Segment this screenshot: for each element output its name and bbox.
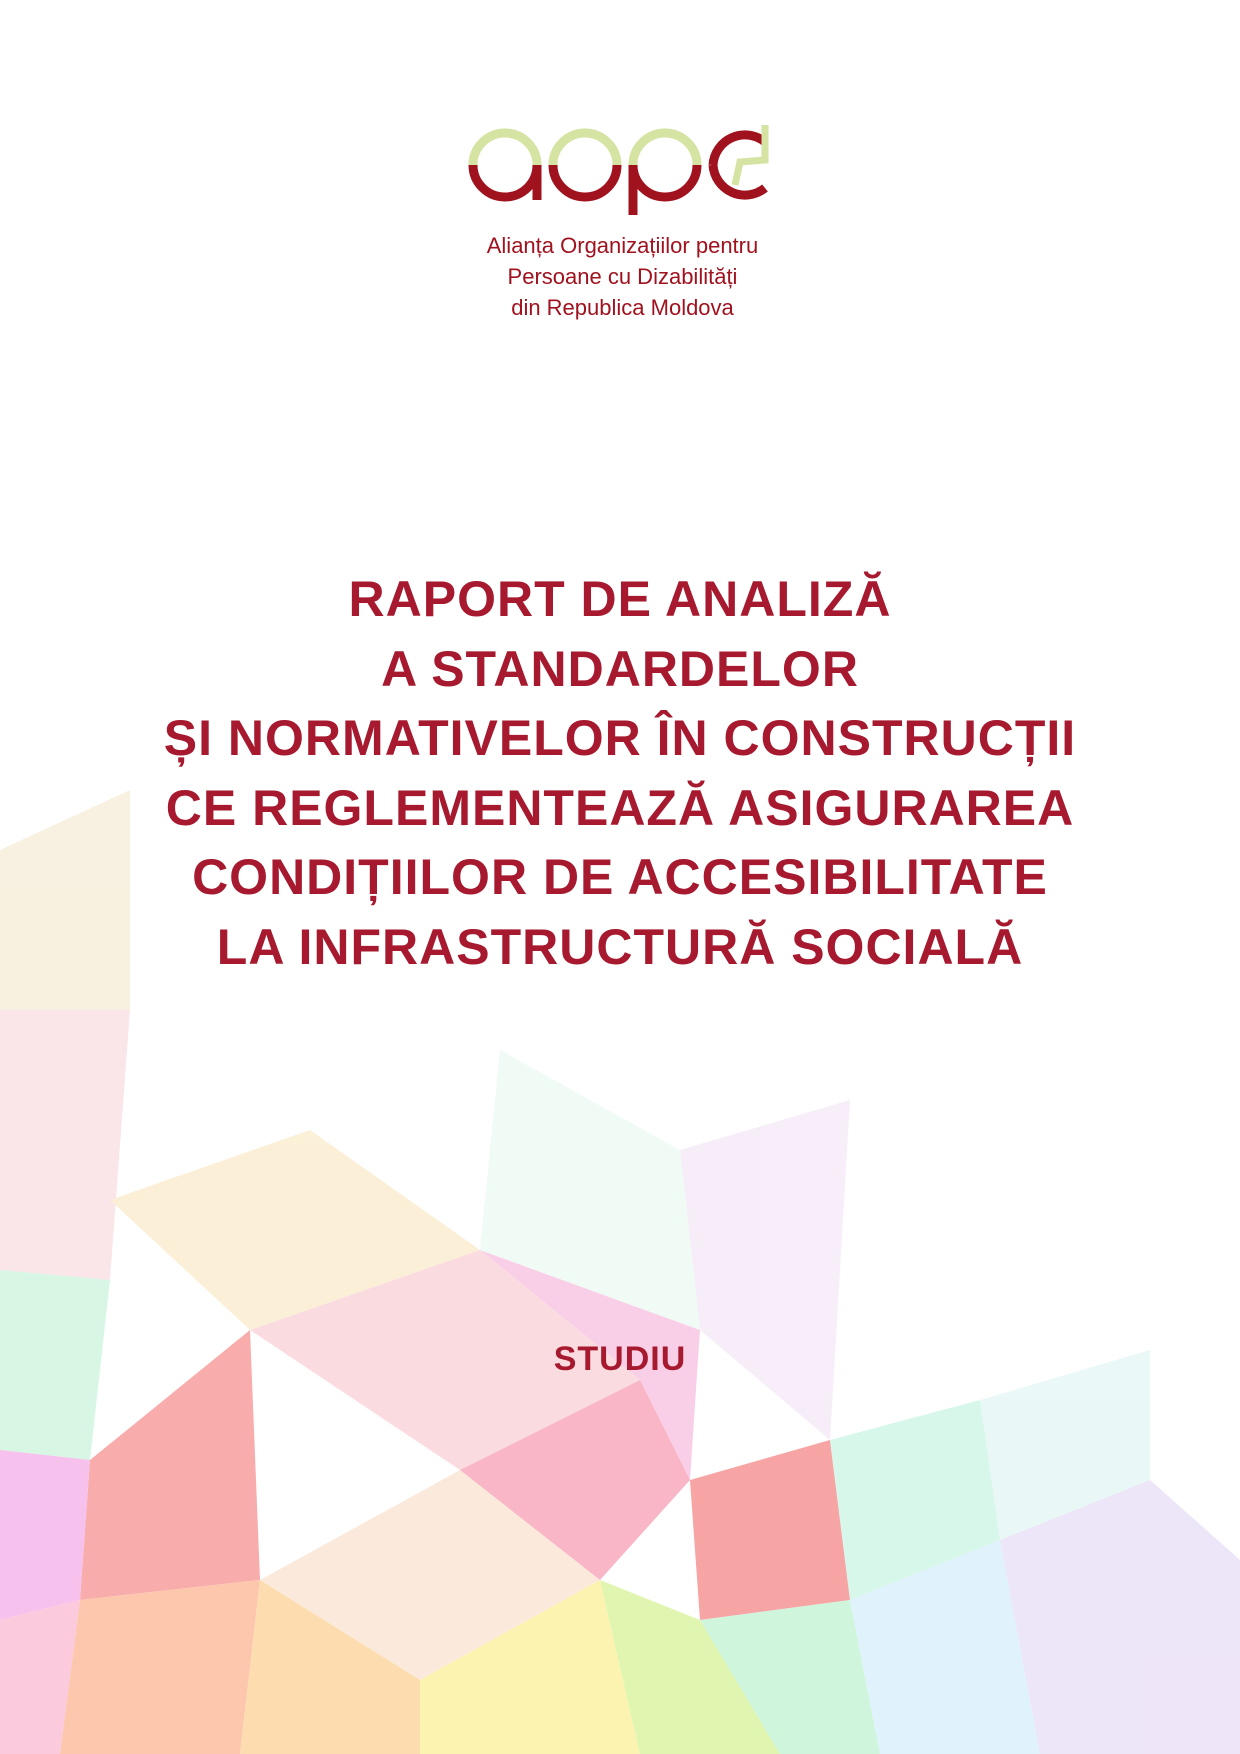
- title-line: CONDIȚIILOR DE ACCESIBILITATE: [192, 849, 1048, 905]
- title-line: CE REGLEMENTEAZĂ ASIGURAREA: [165, 779, 1075, 836]
- organization-name: [0, 230, 1240, 323]
- title-line: RAPORT DE ANALIZĂ: [348, 571, 892, 627]
- title-line: ȘI NORMATIVELOR ÎN CONSTRUCȚII: [163, 710, 1077, 766]
- organization-line: Alianța Organizațiilor pentru: [486, 233, 759, 258]
- organization-line: Persoane cu Dizabilități: [507, 264, 738, 289]
- document-type-label: STUDIU: [553, 1340, 687, 1378]
- organization-line: din Republica Moldova: [511, 295, 734, 320]
- report-title: [0, 565, 1240, 982]
- title-line: A STANDARDELOR: [381, 640, 859, 697]
- title-line: LA INFRASTRUCTURĂ SOCIALĂ: [216, 918, 1024, 975]
- aopd-logo: [465, 120, 775, 220]
